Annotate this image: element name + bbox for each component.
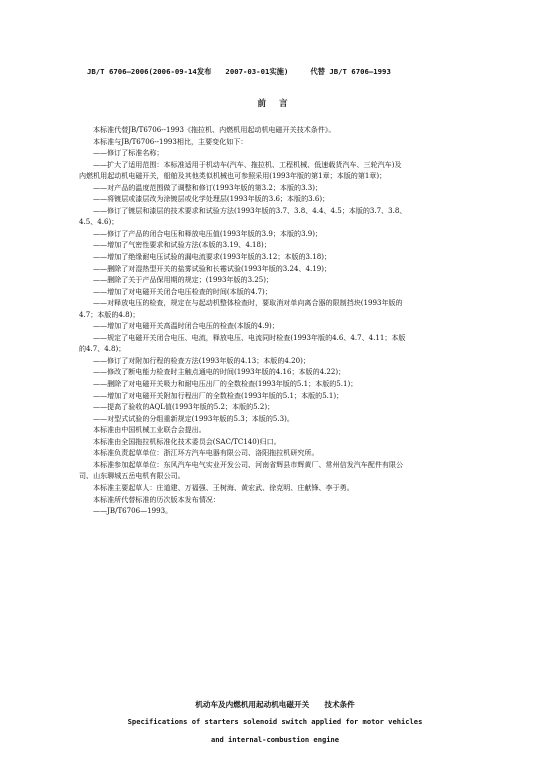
body-line: 本标准与JB/T6706--1993相比，主要变化如下： <box>93 136 248 146</box>
body-line: ——增加了对电磁开关附加行程出厂的全数检查(1993年版的5.1；本版的5.1)； <box>93 390 344 400</box>
body-line: ——提高了验收的AQL值(1993年版的5.2；本版的5.2)； <box>93 402 275 412</box>
body-line: ——增加了气密性要求和试验方法(本版的3.19、4.18)； <box>93 240 271 250</box>
body-line: ——修订了对附加行程的检查方法(1993年版的4.13；本版的4.20)； <box>93 355 310 365</box>
body-line: 4.5、4.6)； <box>79 217 119 227</box>
body-line: 内燃机用起动机电磁开关，船舶及其他类似机械也可参照采用(1993年版的第1章；本版的第1章)； <box>79 171 387 181</box>
body-line: ——删除了对电磁开关吸力和耐电压出厂的全数检查(1993年版的5.1；本版的5.1)； <box>93 379 358 389</box>
body-line: ——JB/T6706—1993。 <box>93 506 173 516</box>
english-title-line-1: Specifications of starters solenoid switch applied for motor vehicles <box>127 717 423 726</box>
effective-date: 2007-03-01实施) <box>225 67 289 76</box>
body-line: 本标准由全国拖拉机标准化技术委员会(SAC/TC140)归口。 <box>93 436 281 446</box>
body-line: 本标准参加起草单位：东风汽车电气实业开发公司、河南省辉县市辉黄厂、常州信发汽车配件有限公 <box>93 459 404 469</box>
body-line: 本标准由中国机械工业联合会提出。 <box>93 425 206 435</box>
body-line: ——增加了对电磁开关高温时闭合电压的检查(本版的4.9)； <box>93 321 279 331</box>
body-line: ——扩大了适用范围：本标准适用于机动车(汽车、拖拉机、工程机械、低速载货汽车、三轮汽车)及 <box>93 159 402 169</box>
standard-number: JB/T 6706—2006(2006-09-14发布 <box>87 67 212 76</box>
foreword-body <box>79 124 471 517</box>
body-line: ——增加了对电磁开关闭合电压检查的时间(本版的4.7)； <box>93 286 272 296</box>
body-line: ——修改了断电能力检查时主触点通电的时间(1993年版的4.16；本版的4.22)； <box>93 367 346 377</box>
body-line: 4.7；本版的4.8)； <box>79 309 140 319</box>
body-line: ——修订了标准名称； <box>93 148 164 158</box>
body-line: 本标准所代替标准的历次版本发布情况： <box>93 494 220 504</box>
foreword-heading: 前 言 <box>257 99 293 109</box>
body-line: ——将镀层或漆层改为涂镀层或化学处理层(1993年版的3.6；本版的3.6)； <box>93 194 330 204</box>
body-line: ——删除了对湿热型开关的盐雾试验和长霉试验(1993年版的3.24、4.19)； <box>93 263 332 273</box>
body-line: 司、山东聊城五岳电机有限公司。 <box>79 471 185 481</box>
body-line: ——删除了关于产品保用期的规定；(1993年版的3.25)； <box>93 275 274 285</box>
body-line: ——对型式试验的分组重新规定(1993年版的5.3；本版的5.3)。 <box>93 413 294 423</box>
body-line: ——对释放电压的检查，规定在与起动机整体检查时，要取消对单向离合器的限制挡块(1993年版的 <box>93 298 403 308</box>
replaces-standard: 代替 JB/T 6706—1993 <box>310 67 391 76</box>
body-line: ——修订了产品的闭合电压和释放电压值(1993年版的3.9；本版的3.9)； <box>93 228 323 238</box>
body-line: 的4.7、4.8)； <box>79 344 126 354</box>
page-header <box>87 67 487 77</box>
body-line: ——修订了镀层和漆层的技术要求和试验方法(1993年版的3.7、3.8、4.4、4.5；本版的3.7、3.8、 <box>93 205 407 215</box>
body-line: 本标准代替JB/T6706--1993《拖拉机、内燃机用起动机电磁开关技术条件》。 <box>93 125 336 134</box>
body-line: ——增加了绝缘耐电压试验的漏电流要求(1993年版的3.12；本版的3.18)； <box>93 252 332 262</box>
body-line: 本标准负责起草单位：浙江环方汽车电器有限公司、洛阳拖拉机研究所。 <box>93 448 319 458</box>
body-line: ——对产品的温度范围做了调整和修订(1993年版的第3.2；本版的3.3)； <box>93 182 323 192</box>
english-title-line-2: and internal-combustion engine <box>210 735 340 744</box>
body-line: 本标准主要起草人：庄道建、万福强、王树海、黄宏武、徐克明、庄献锋、李于勇。 <box>93 482 354 492</box>
standard-title: 机动车及内燃机用起动机电磁开关 技术条件 <box>195 700 355 709</box>
body-line: ——规定了电磁开关闭合电压、电流，释放电压、电流同时检查(1993年版的4.6、4.7、4.11；本版 <box>93 332 406 342</box>
